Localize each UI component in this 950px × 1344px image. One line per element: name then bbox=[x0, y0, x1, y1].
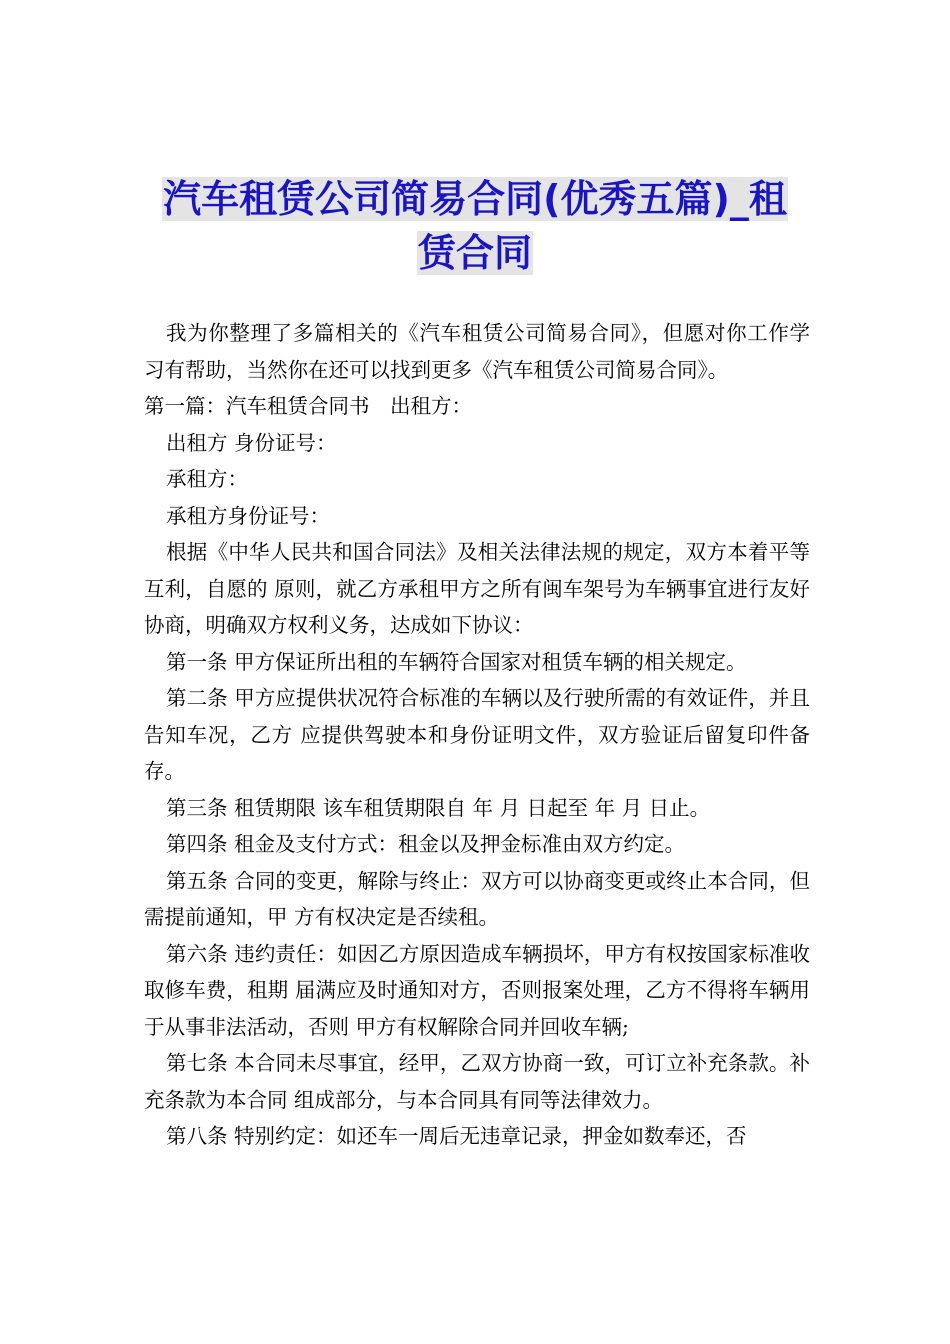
article-5: 第五条 合同的变更，解除与终止：双方可以协商变更或终止本合同，但需提前通知，甲 方有权决定是否续租。 bbox=[144, 868, 810, 929]
article-1: 第一条 甲方保证所出租的车辆符合国家对租赁车辆的相关规定。 bbox=[166, 649, 747, 674]
intro-paragraph: 我为你整理了多篇相关的《汽车租赁公司简易合同》，但愿对你工作学习有帮助，当然你在还可以找到更多《汽车租赁公司简易合同》。 bbox=[144, 321, 810, 382]
article-3: 第三条 租赁期限 该车租赁期限自 年 月 日起至 年 月 日止。 bbox=[166, 795, 711, 820]
article-8: 第八条 特别约定：如还车一周后无违章记录，押金如数奉还，否 bbox=[166, 1124, 747, 1148]
document-body bbox=[144, 315, 810, 1155]
lessee-line: 承租方： bbox=[166, 467, 248, 491]
chapter-heading: 第一篇：汽车租赁合同书 出租方： bbox=[144, 394, 472, 418]
article-6: 第六条 违约责任：如因乙方原因造成车辆损坏，甲方有权按国家标准收取修车费，租期 届满应及时通知对方，否则报案处理，乙方不得将车辆用于从事非法活动，否则 甲方有权解除合同并回收车辆; bbox=[144, 941, 810, 1039]
document-title bbox=[140, 172, 810, 280]
lessee-id-line: 承租方身份证号： bbox=[166, 503, 330, 528]
title-line-1: 汽车租赁公司简易合同(优秀五篇)_租 bbox=[163, 177, 787, 221]
lessor-id-line: 出租方 身份证号： bbox=[166, 430, 337, 455]
title-line-2: 赁合同 bbox=[417, 231, 532, 275]
article-4: 第四条 租金及支付方式：租金以及押金标准由双方约定。 bbox=[166, 832, 686, 856]
article-7: 第七条 本合同未尽事宜，经甲，乙双方协商一致，可订立补充条款。补充条款为本合同 组成部分，与本合同具有同等法律效力。 bbox=[144, 1051, 810, 1112]
article-2: 第二条 甲方应提供状况符合标准的车辆以及行驶所需的有效证件，并且告知车况，乙方 应提供驾驶本和身份证明文件，双方验证后留复印件备存。 bbox=[144, 686, 810, 783]
preamble-paragraph: 根据《中华人民共和国合同法》及相关法律法规的规定，双方本着平等互利，自愿的 原则，就乙方承租甲方之所有闽车架号为车辆事宜进行友好协商，明确双方权利义务，达成如下协议： bbox=[144, 540, 810, 637]
